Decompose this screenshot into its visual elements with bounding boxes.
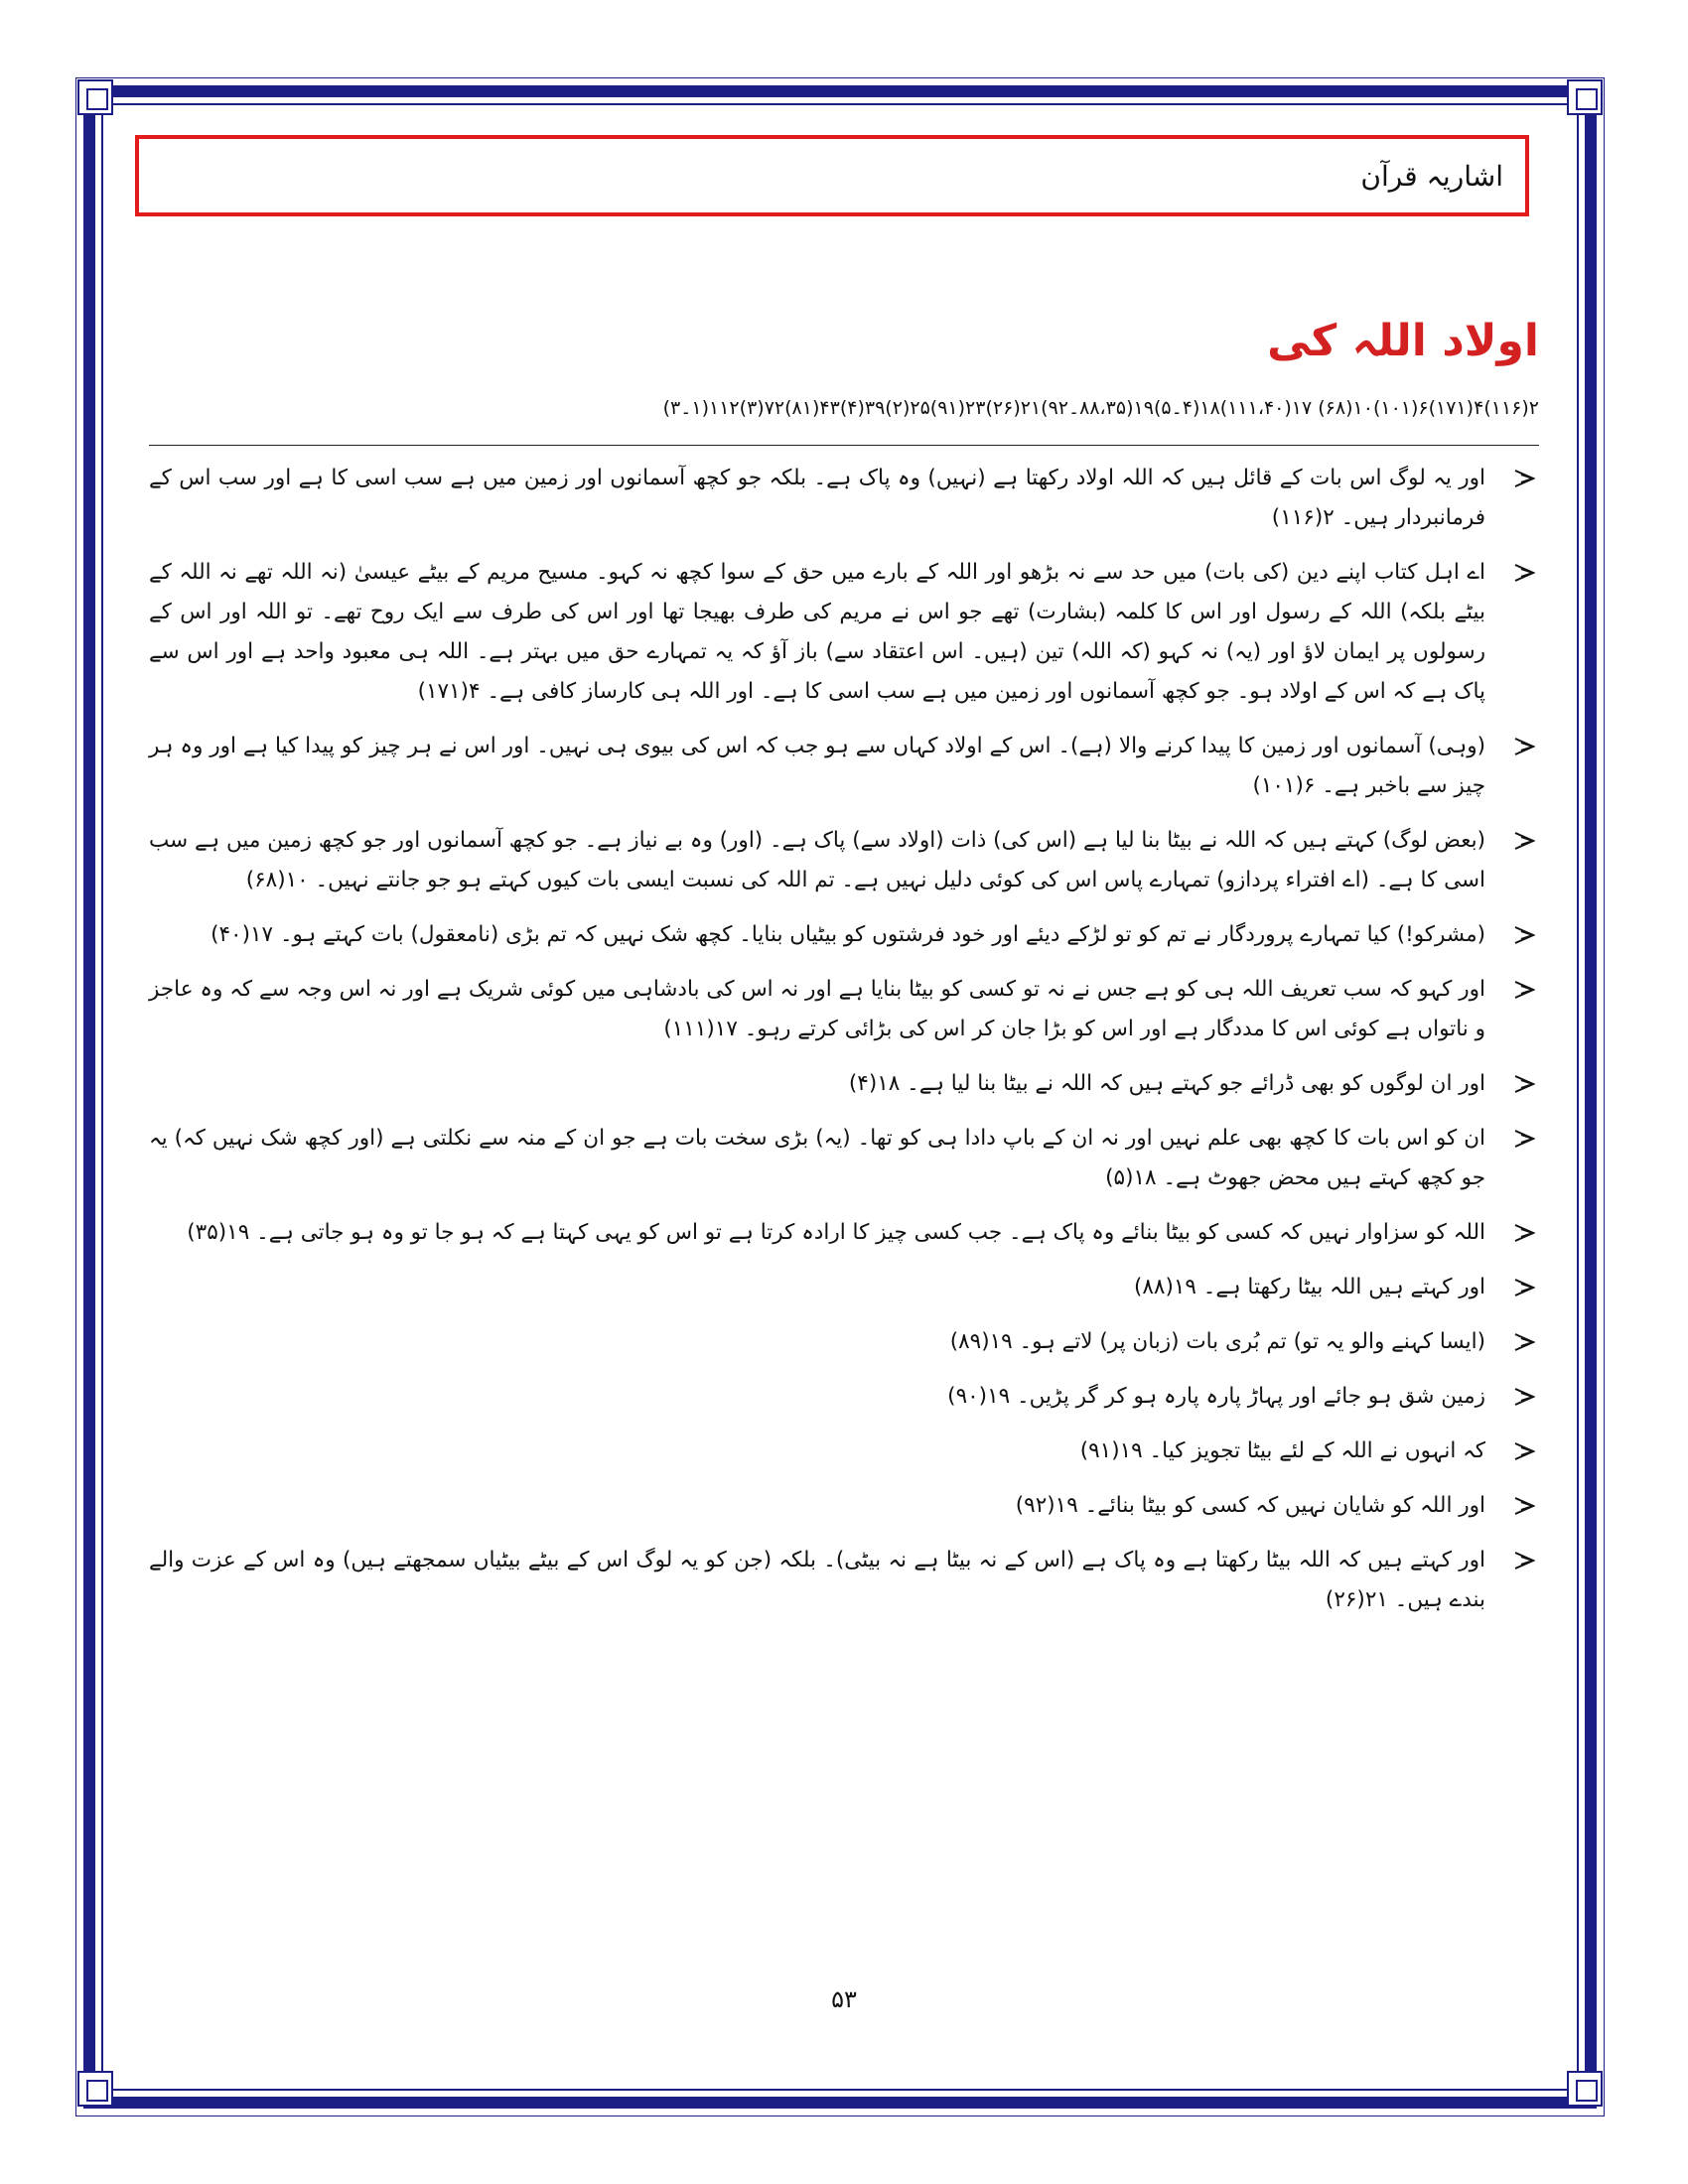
section-references: ۲(۱۱۶)۴(۱۷۱)۶(۱۰۱)۱۰(۶۸) ۱۷(۱۱۱،۴۰)۱۸(۴۔۵)۱۹(۸۸،۳۵۔۹۲)۲۱(۲۶)۲۳(۹۱)۲۵(۲)۳۹(۴)۴۳(۸۱)۷۲(۳)۱۱۲(۱۔۳) bbox=[662, 397, 1539, 419]
list-item bbox=[149, 1377, 1543, 1417]
arrow-bullet-icon bbox=[1513, 1551, 1535, 1570]
list-item bbox=[149, 1064, 1543, 1104]
header-title: اشاریہ قرآن bbox=[1360, 159, 1503, 193]
frame-corner-ornament bbox=[1567, 79, 1603, 115]
list-item-text: اور ان لوگوں کو بھی ڈرائے جو کہتے ہیں کہ اللہ نے بیٹا بنا لیا ہے۔ ۱۸(۴) bbox=[848, 1071, 1485, 1096]
arrow-bullet-icon bbox=[1513, 831, 1535, 851]
arrow-bullet-icon bbox=[1513, 469, 1535, 488]
list-item-text: اللہ کو سزاوار نہیں کہ کسی کو بیٹا بنائے وہ پاک ہے۔ جب کسی چیز کا ارادہ کرتا ہے تو اس کو یہی کہتا ہے کہ ہو جا تو وہ ہو جاتی ہے۔ ۱۹(۳۵) bbox=[187, 1220, 1485, 1245]
arrow-bullet-icon bbox=[1513, 563, 1535, 583]
list-item bbox=[149, 459, 1543, 538]
arrow-bullet-icon bbox=[1513, 1278, 1535, 1297]
list-item bbox=[149, 1486, 1543, 1526]
list-item bbox=[149, 1119, 1543, 1198]
list-item bbox=[149, 553, 1543, 712]
frame-corner-ornament bbox=[77, 79, 113, 115]
section-title: اولاد اللہ کی bbox=[1267, 316, 1539, 366]
arrow-bullet-icon bbox=[1513, 1223, 1535, 1243]
list-item bbox=[149, 1432, 1543, 1471]
list-item bbox=[149, 1213, 1543, 1253]
arrow-bullet-icon bbox=[1513, 925, 1535, 945]
list-item-text: (ایسا کہنے والو یہ تو) تم بُری بات (زبان پر) لاتے ہو۔ ۱۹(۸۹) bbox=[949, 1329, 1485, 1354]
list-item bbox=[149, 727, 1543, 806]
entry-list bbox=[149, 459, 1543, 1635]
list-item bbox=[149, 915, 1543, 955]
list-item-text: کہ انہوں نے اللہ کے لئے بیٹا تجویز کیا۔ ۱۹(۹۱) bbox=[1079, 1438, 1485, 1463]
header-box bbox=[135, 135, 1529, 216]
list-item bbox=[149, 821, 1543, 900]
page-number: ۵۳ bbox=[831, 1985, 857, 2013]
list-item-text: (وہی) آسمانوں اور زمین کا پیدا کرنے والا (ہے)۔ اس کے اولاد کہاں سے ہو جب کہ اس کی بیوی ہی نہیں۔ اور اس نے ہر چیز کو پیدا کیا ہے اور وہ ہر چیز سے باخبر ہے۔ ۶(۱۰۱) bbox=[149, 734, 1485, 798]
arrow-bullet-icon bbox=[1513, 1496, 1535, 1516]
frame-corner-ornament bbox=[1567, 2071, 1603, 2107]
arrow-bullet-icon bbox=[1513, 1332, 1535, 1352]
section-divider bbox=[149, 445, 1539, 446]
list-item-text: اور یہ لوگ اس بات کے قائل ہیں کہ اللہ اولاد رکھتا ہے (نہیں) وہ پاک ہے۔ بلکہ جو کچھ آسمانوں اور زمین میں ہے سب اسی کا ہے اور سب اس کے فرمانبردار ہیں۔ ۲(۱۱۶) bbox=[149, 466, 1485, 530]
list-item-text: (بعض لوگ) کہتے ہیں کہ اللہ نے بیٹا بنا لیا ہے (اس کی) ذات (اولاد سے) پاک ہے۔ (اور) وہ بے نیاز ہے۔ جو کچھ آسمانوں اور جو کچھ زمین میں ہے سب اسی کا ہے۔ (اے افتراء پردازو) تمہارے پاس اس کی کوئی دلیل نہیں ہے۔ تم اللہ کی نسبت ایسی بات کیوں کہتے ہو جو جانتے نہیں۔ ۱۰(۶۸) bbox=[149, 828, 1485, 892]
arrow-bullet-icon bbox=[1513, 1441, 1535, 1461]
arrow-bullet-icon bbox=[1513, 1387, 1535, 1407]
list-item-text: اے اہل کتاب اپنے دین (کی بات) میں حد سے نہ بڑھو اور اللہ کے بارے میں حق کے سوا کچھ نہ کہو۔ مسیح مریم کے بیٹے عیسیٰ (نہ اللہ تھے نہ اللہ کے بیٹے بلکہ) اللہ کے رسول اور اس کا کلمہ (بشارت) تھے جو اس نے مریم کی طرف بھیجا تھا اور اس کی طرف سے ایک روح تھے۔ تو اللہ اور اس کے رسولوں پر ایمان لاؤ اور (یہ) نہ کہو (کہ اللہ) تین (ہیں۔ اس اعتقاد سے) باز آؤ کہ یہ تمہارے حق میں بہتر ہے۔ اللہ ہی معبود واحد ہے اور اس سے پاک ہے کہ اس کے اولاد ہو۔ جو کچھ آسمانوں اور زمین میں ہے سب اسی کا ہے۔ اور اللہ ہی کارساز کافی ہے۔ ۴(۱۷۱) bbox=[149, 560, 1485, 704]
list-item-text: (مشرکو!) کیا تمہارے پروردگار نے تم کو تو لڑکے دیئے اور خود فرشتوں کو بیٹیاں بنایا۔ کچھ شک نہیں کہ تم بڑی (نامعقول) بات کہتے ہو۔ ۱۷(۴۰) bbox=[211, 922, 1485, 947]
list-item bbox=[149, 970, 1543, 1049]
list-item bbox=[149, 1268, 1543, 1307]
list-item bbox=[149, 1322, 1543, 1362]
list-item-text: اور کہتے ہیں اللہ بیٹا رکھتا ہے۔ ۱۹(۸۸) bbox=[1133, 1275, 1485, 1299]
arrow-bullet-icon bbox=[1513, 1074, 1535, 1094]
frame-corner-ornament bbox=[77, 2071, 113, 2107]
list-item bbox=[149, 1541, 1543, 1620]
list-item-text: اور کہتے ہیں کہ اللہ بیٹا رکھتا ہے وہ پاک ہے (اس کے نہ بیٹا ہے نہ بیٹی)۔ بلکہ (جن کو یہ لوگ اس کے بیٹے بیٹیاں سمجھتے ہیں) وہ اس کے عزت والے بندے ہیں۔ ۲۱(۲۶) bbox=[149, 1548, 1485, 1612]
list-item-text: ان کو اس بات کا کچھ بھی علم نہیں اور نہ ان کے باپ دادا ہی کو تھا۔ (یہ) بڑی سخت بات ہے جو ان کے منہ سے نکلتی ہے (اور کچھ شک نہیں کہ) یہ جو کچھ کہتے ہیں محض جھوٹ ہے۔ ۱۸(۵) bbox=[149, 1126, 1485, 1190]
arrow-bullet-icon bbox=[1513, 737, 1535, 756]
list-item-text: زمین شق ہو جائے اور پہاڑ پارہ پارہ ہو کر گر پڑیں۔ ۱۹(۹۰) bbox=[947, 1384, 1485, 1409]
list-item-text: اور اللہ کو شایان نہیں کہ کسی کو بیٹا بنائے۔ ۱۹(۹۲) bbox=[1015, 1493, 1485, 1518]
arrow-bullet-icon bbox=[1513, 980, 1535, 1000]
list-item-text: اور کہو کہ سب تعریف اللہ ہی کو ہے جس نے نہ تو کسی کو بیٹا بنایا ہے اور نہ اس کی بادشاہی میں کوئی شریک ہے اور نہ اس وجہ سے کہ وہ عاجز و ناتواں ہے کوئی اس کا مددگار ہے اور اس کو بڑا جان کر اس کی بڑائی کرتے رہو۔ ۱۷(۱۱۱) bbox=[149, 977, 1485, 1041]
arrow-bullet-icon bbox=[1513, 1129, 1535, 1149]
